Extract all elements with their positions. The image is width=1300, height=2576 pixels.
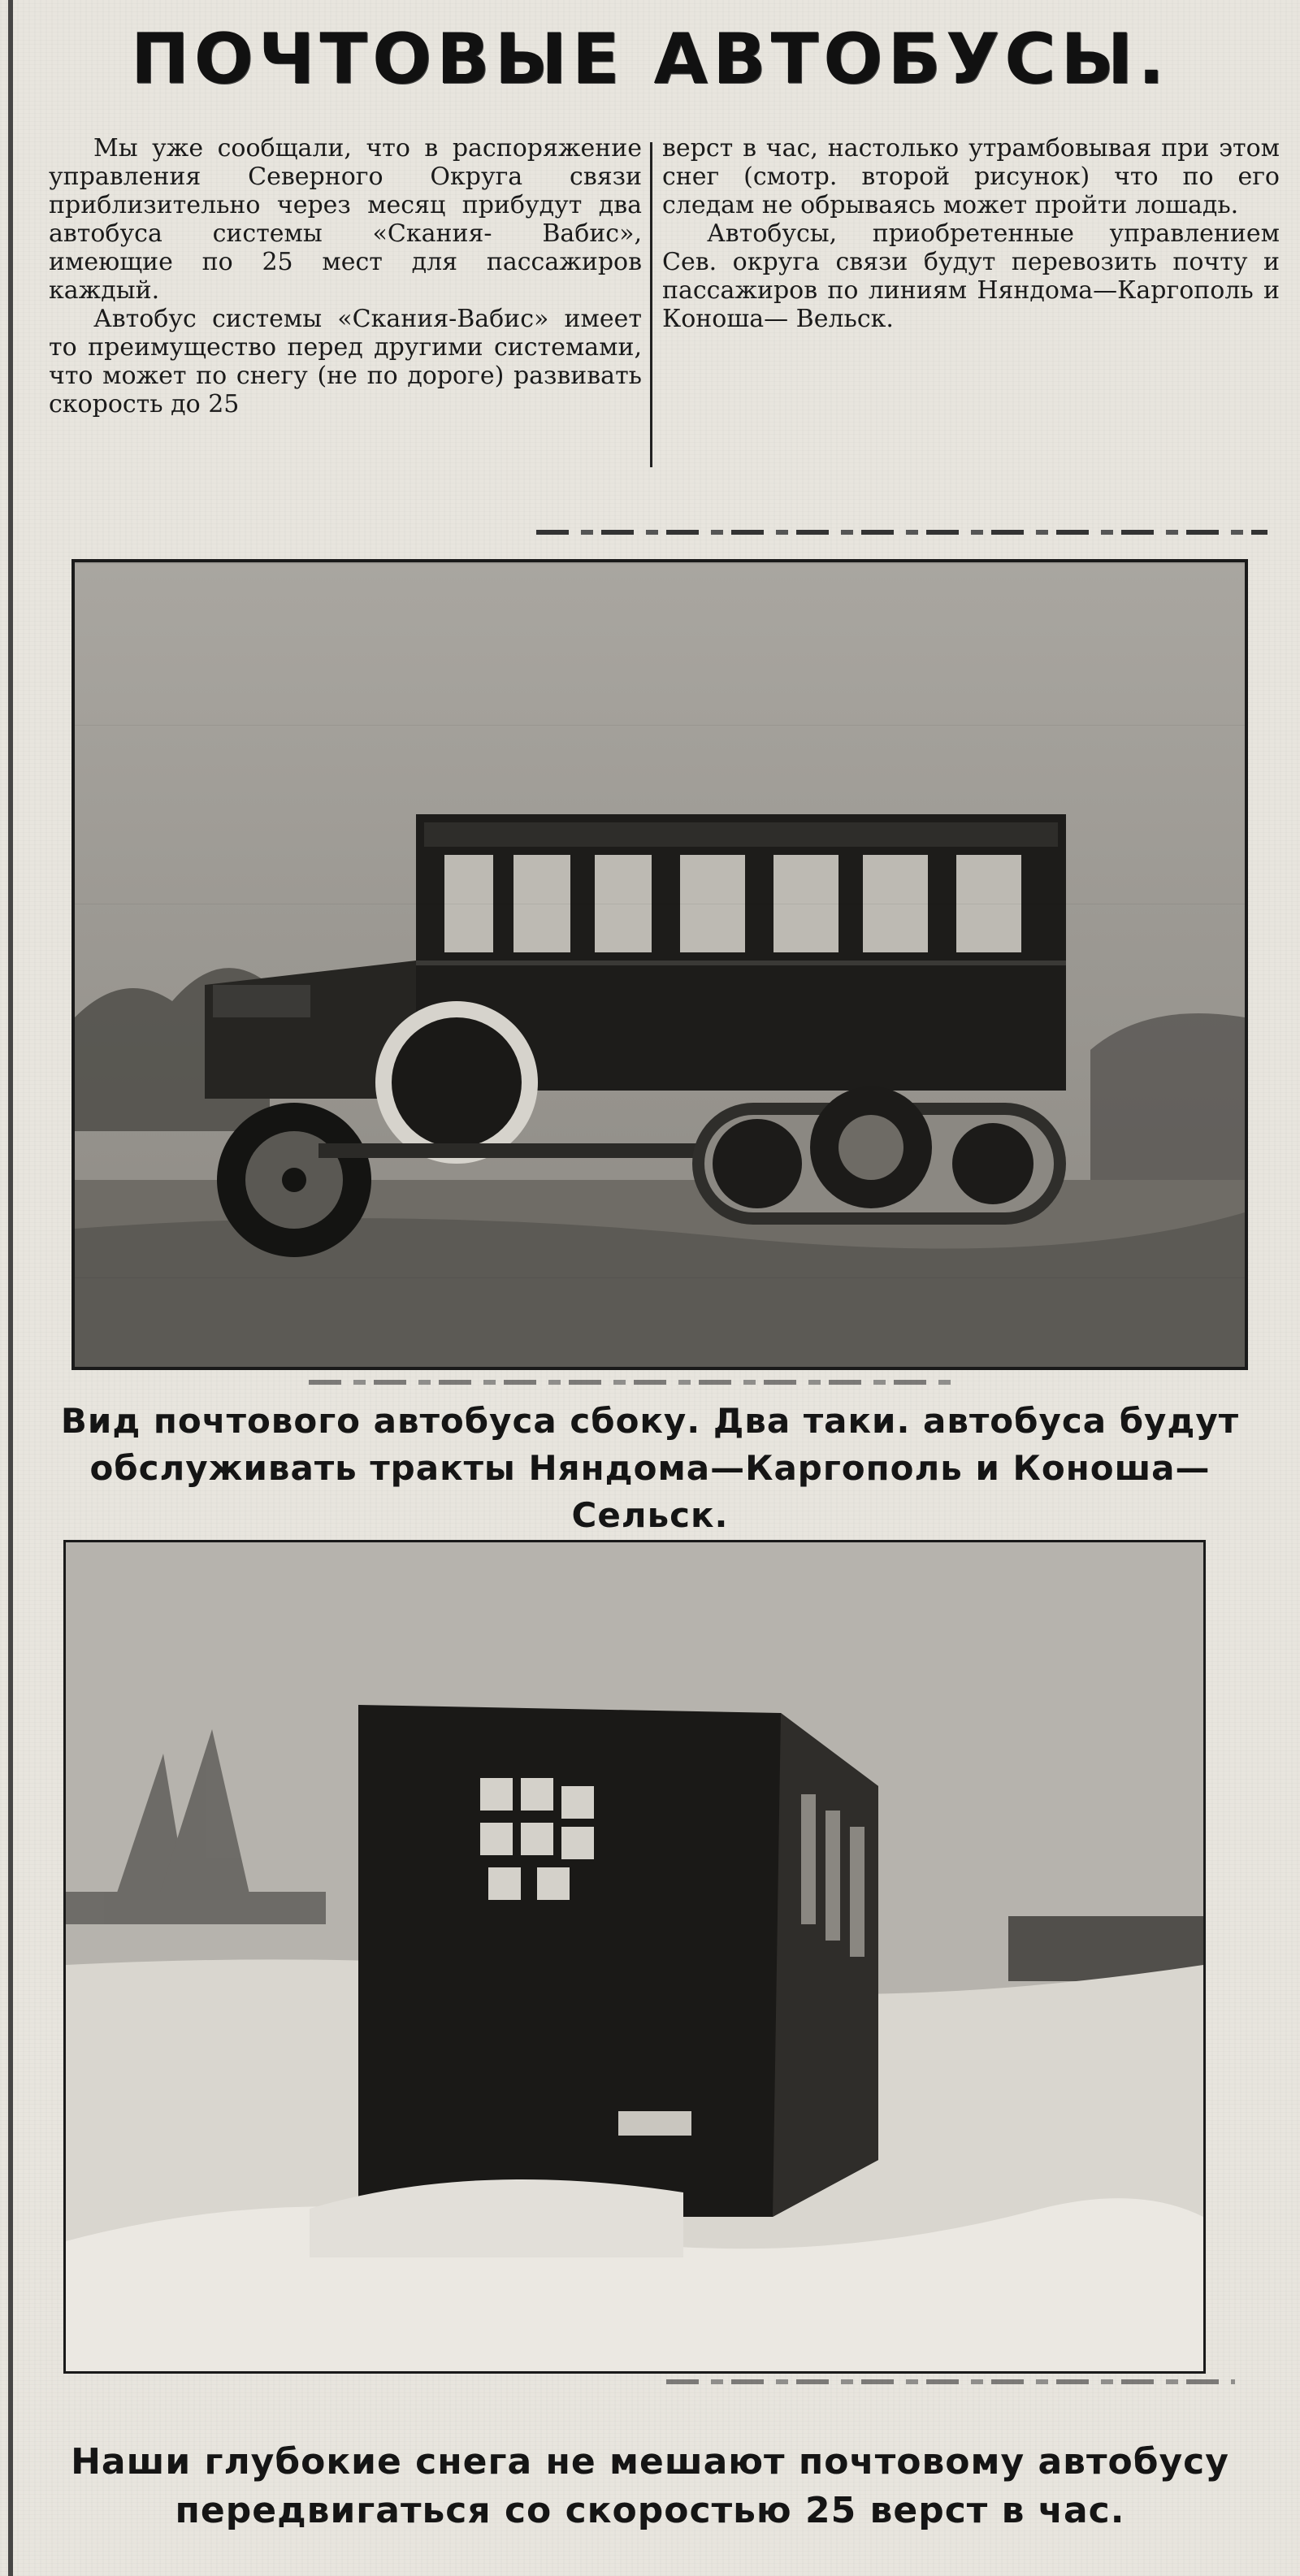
separator-rule [536, 530, 1268, 535]
article-title: ПОЧТОВЫЕ АВТОБУСЫ. [130, 19, 1170, 100]
bus-side-view-photo [72, 559, 1248, 1370]
photo-caption-snow: Наши глубокие снега не мешают почтовому автобусу передвигаться со скоростью 25 верст в час. [71, 2441, 1229, 2531]
paragraph: верст в час, настолько утрамбовывая при этом снег (смотр. второй рисунок) что по его следам не обрываясь может пройти лошадь. [662, 134, 1280, 219]
paragraph: Автобусы, приобретенные управлением Сев. округа связи будут перевозить почту и пассажиров по линиям Няндома—Каргополь и Коноша— Вельск. [662, 219, 1280, 333]
paragraph: Автобус системы «Скания-Вабис» имеет то преимущество перед другими системами, что может по снегу (не по дороге) развивать скорость до 25 [49, 305, 642, 418]
text-column-right [662, 134, 1280, 333]
photo-caption-side-view: Вид почтового автобуса сбоку. Два таки. автобуса будут обслуживать тракты Няндома—Каргополь и Коноша—Сельск. [60, 1401, 1240, 1535]
bus-side-illustration [75, 562, 1245, 1367]
separator-rule [309, 1380, 959, 1385]
bus-in-snow-photo [63, 1540, 1206, 2374]
paragraph: Мы уже сообщали, что в распоряжение управления Северного Округа связи приблизительно через месяц прибудут два автобуса системы «Скания- Вабис», имеющие по 25 мест для пассажиров каждый. [49, 134, 642, 305]
separator-rule [666, 2379, 1235, 2384]
text-column-left [49, 134, 642, 418]
bus-snow-illustration [66, 1542, 1203, 2371]
page-edge-rule [8, 0, 13, 2576]
column-divider [650, 142, 652, 467]
